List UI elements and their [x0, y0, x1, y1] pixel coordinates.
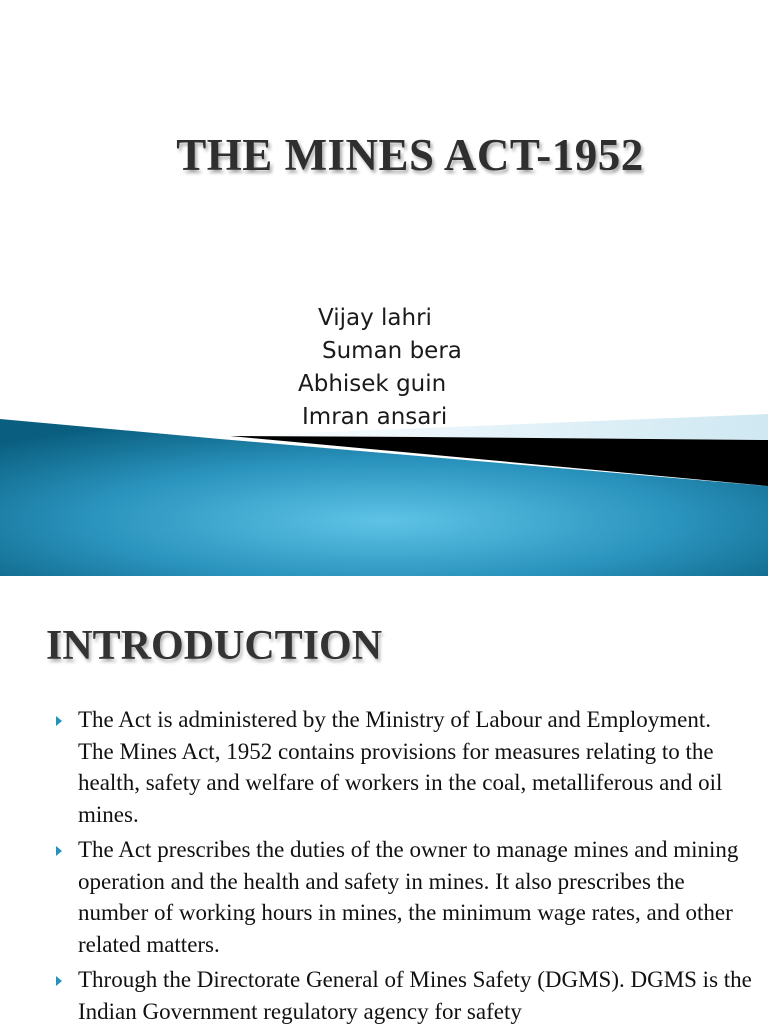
bullet-text: Through the Directorate General of Mines Safety (DGMS). DGMS is the Indian Government regulatory agency for safety [78, 967, 752, 1024]
author-item [0, 335, 768, 368]
author-list [0, 302, 768, 434]
bullet-text: The Act is administered by the Ministry of Labour and Employment. The Mines Act, 1952 contains provisions for measures relating to the health, safety and welfare of workers in the coal, metalliferous and oil mines. [78, 707, 723, 827]
bullet-item [52, 964, 752, 1024]
triangle-bullet-icon [56, 846, 62, 856]
triangle-bullet-icon [56, 716, 62, 726]
author-name: Abhisek guin [298, 371, 447, 397]
triangle-bullet-icon [56, 976, 62, 986]
author-item [0, 302, 768, 335]
author-name: Imran ansari [302, 404, 448, 430]
introduction-slide [0, 576, 768, 1024]
section-heading: INTRODUCTION [46, 623, 383, 669]
bullet-text: The Act prescribes the duties of the owner to manage mines and mining operation and the health and safety in mines. It also prescribes the number of working hours in mines, the minimum wage rates, and other related matters. [78, 837, 739, 957]
author-item [0, 401, 768, 434]
bullet-item [52, 834, 752, 960]
author-item [0, 368, 768, 401]
author-name: Vijay lahri [318, 305, 432, 331]
author-name: Suman bera [322, 338, 462, 364]
page-title: THE MINES ACT-1952 [176, 130, 644, 180]
bullet-item [52, 704, 752, 830]
bullet-list [52, 704, 752, 1024]
